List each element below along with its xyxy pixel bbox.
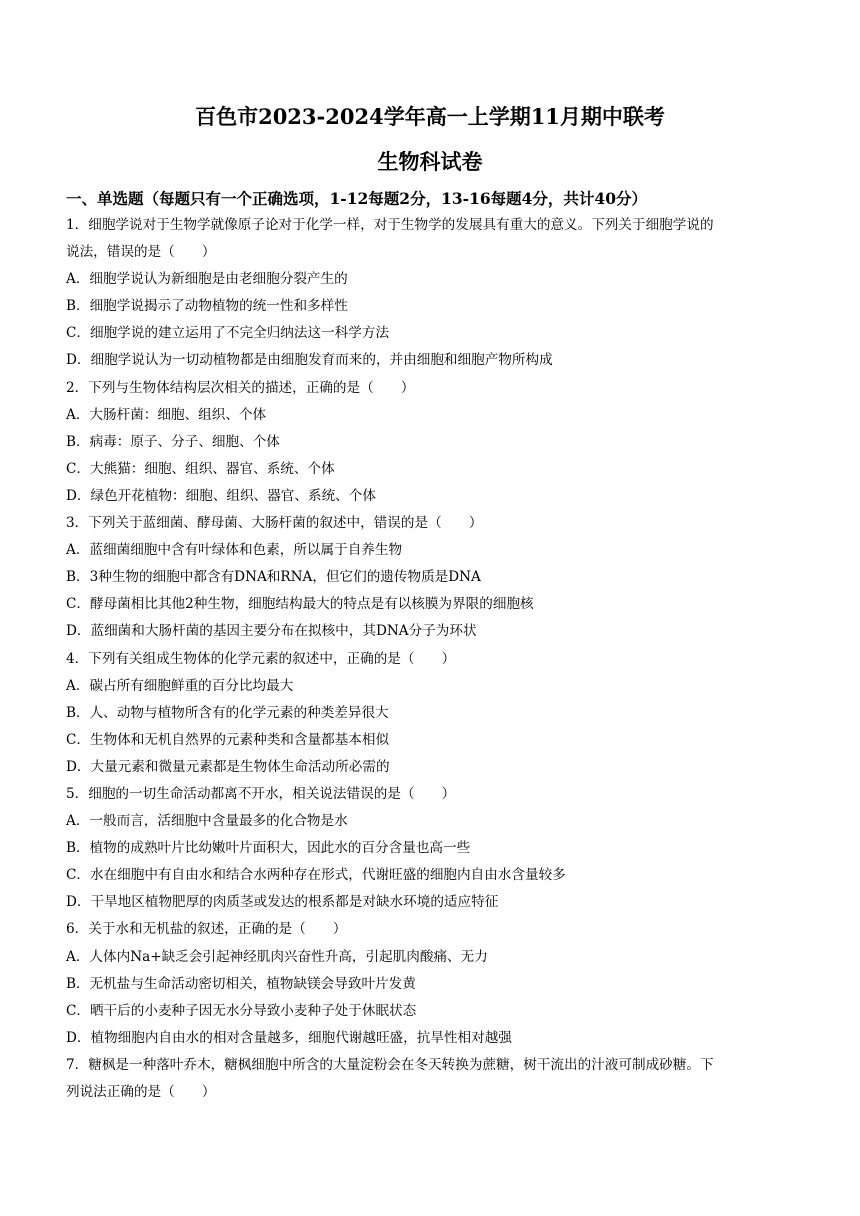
- question-line: A．蓝细菌细胞中含有叶绿体和色素，所以属于自养生物: [66, 542, 403, 559]
- exam-subject: 生物科试卷: [377, 149, 483, 174]
- question-line: 6．关于水和无机盐的叙述，正确的是（ ）: [66, 921, 347, 938]
- question-line: 5．细胞的一切生命活动都离不开水，相关说法错误的是（ ）: [66, 785, 456, 802]
- question-line: C．晒干后的小麦种子因无水分导致小麦种子处于休眠状态: [66, 1002, 417, 1019]
- question-line: 4．下列有关组成生物体的化学元素的叙述中，正确的是（ ）: [66, 650, 456, 667]
- question-line: 7．糖枫是一种落叶乔木，糖枫细胞中所含的大量淀粉会在冬天转换为蔗糖，树干流出的汁液可制成砂糖。下: [66, 1056, 714, 1073]
- question-line: C．大熊猫：细胞、组织、器官、系统、个体: [66, 460, 335, 477]
- question-line: 说法，错误的是（ ）: [66, 244, 216, 261]
- question-line: B．细胞学说揭示了动物植物的统一性和多样性: [66, 298, 348, 315]
- question-line: 2．下列与生物体结构层次相关的描述，正确的是（ ）: [66, 379, 415, 396]
- question-list: [66, 212, 802, 1106]
- question-line: D．绿色开花植物：细胞、组织、器官、系统、个体: [66, 487, 376, 504]
- question-line: A．碳占所有细胞鲜重的百分比均最大: [66, 677, 294, 694]
- question-line: D．细胞学说认为一切动植物都是由细胞发育而来的，并由细胞和细胞产物所构成: [66, 352, 553, 369]
- question-line: D．大量元素和微量元素都是生物体生命活动所必需的: [66, 758, 390, 775]
- question-line: A．人体内Na+缺乏会引起神经肌肉兴奋性升高，引起肌肉酸痛、无力: [66, 948, 488, 965]
- question-line: D．干旱地区植物肥厚的肉质茎或发达的根系都是对缺水环境的适应特征: [66, 894, 499, 911]
- section-heading: 一、单选题（每题只有一个正确选项，1-12每题2分，13-16每题4分，共计40分）: [66, 189, 648, 208]
- question-line: 3．下列关于蓝细菌、酵母菌、大肠杆菌的叙述中，错误的是（ ）: [66, 515, 483, 532]
- question-line: 列说法正确的是（ ）: [66, 1084, 216, 1100]
- question-line: B．病毒：原子、分子、细胞、个体: [66, 433, 280, 450]
- exam-title: 百色市2023-2024学年高一上学期11月期中联考: [195, 104, 665, 129]
- question-line: C．生物体和无机自然界的元素种类和含量都基本相似: [66, 731, 390, 748]
- question-line: 1．细胞学说对于生物学就像原子论对于化学一样，对于生物学的发展具有重大的意义。下列关于细胞学说的: [66, 217, 714, 233]
- question-line: B．无机盐与生命活动密切相关，植物缺镁会导致叶片发黄: [66, 975, 416, 992]
- question-line: C．酵母菌相比其他2种生物，细胞结构最大的特点是有以核膜为界限的细胞核: [66, 596, 534, 613]
- question-line: C．水在细胞中有自由水和结合水两种存在形式，代谢旺盛的细胞内自由水含量较多: [66, 867, 566, 884]
- question-line: B．植物的成熟叶片比幼嫩叶片面积大，因此水的百分含量也高一些: [66, 840, 471, 857]
- question-line: C．细胞学说的建立运用了不完全归纳法这一科学方法: [66, 325, 390, 342]
- question-line: A．细胞学说认为新细胞是由老细胞分裂产生的: [66, 271, 348, 288]
- question-line: D．植物细胞内自由水的相对含量越多，细胞代谢越旺盛，抗旱性相对越强: [66, 1029, 512, 1046]
- question-line: B．3种生物的细胞中都含有DNA和RNA，但它们的遗传物质是DNA: [66, 569, 481, 586]
- question-line: B．人、动物与植物所含有的化学元素的种类差异很大: [66, 704, 389, 721]
- question-line: D．蓝细菌和大肠杆菌的基因主要分布在拟核中，其DNA分子为环状: [66, 623, 477, 640]
- question-line: A．大肠杆菌：细胞、组织、个体: [66, 406, 267, 423]
- question-line: A．一般而言，活细胞中含量最多的化合物是水: [66, 813, 348, 830]
